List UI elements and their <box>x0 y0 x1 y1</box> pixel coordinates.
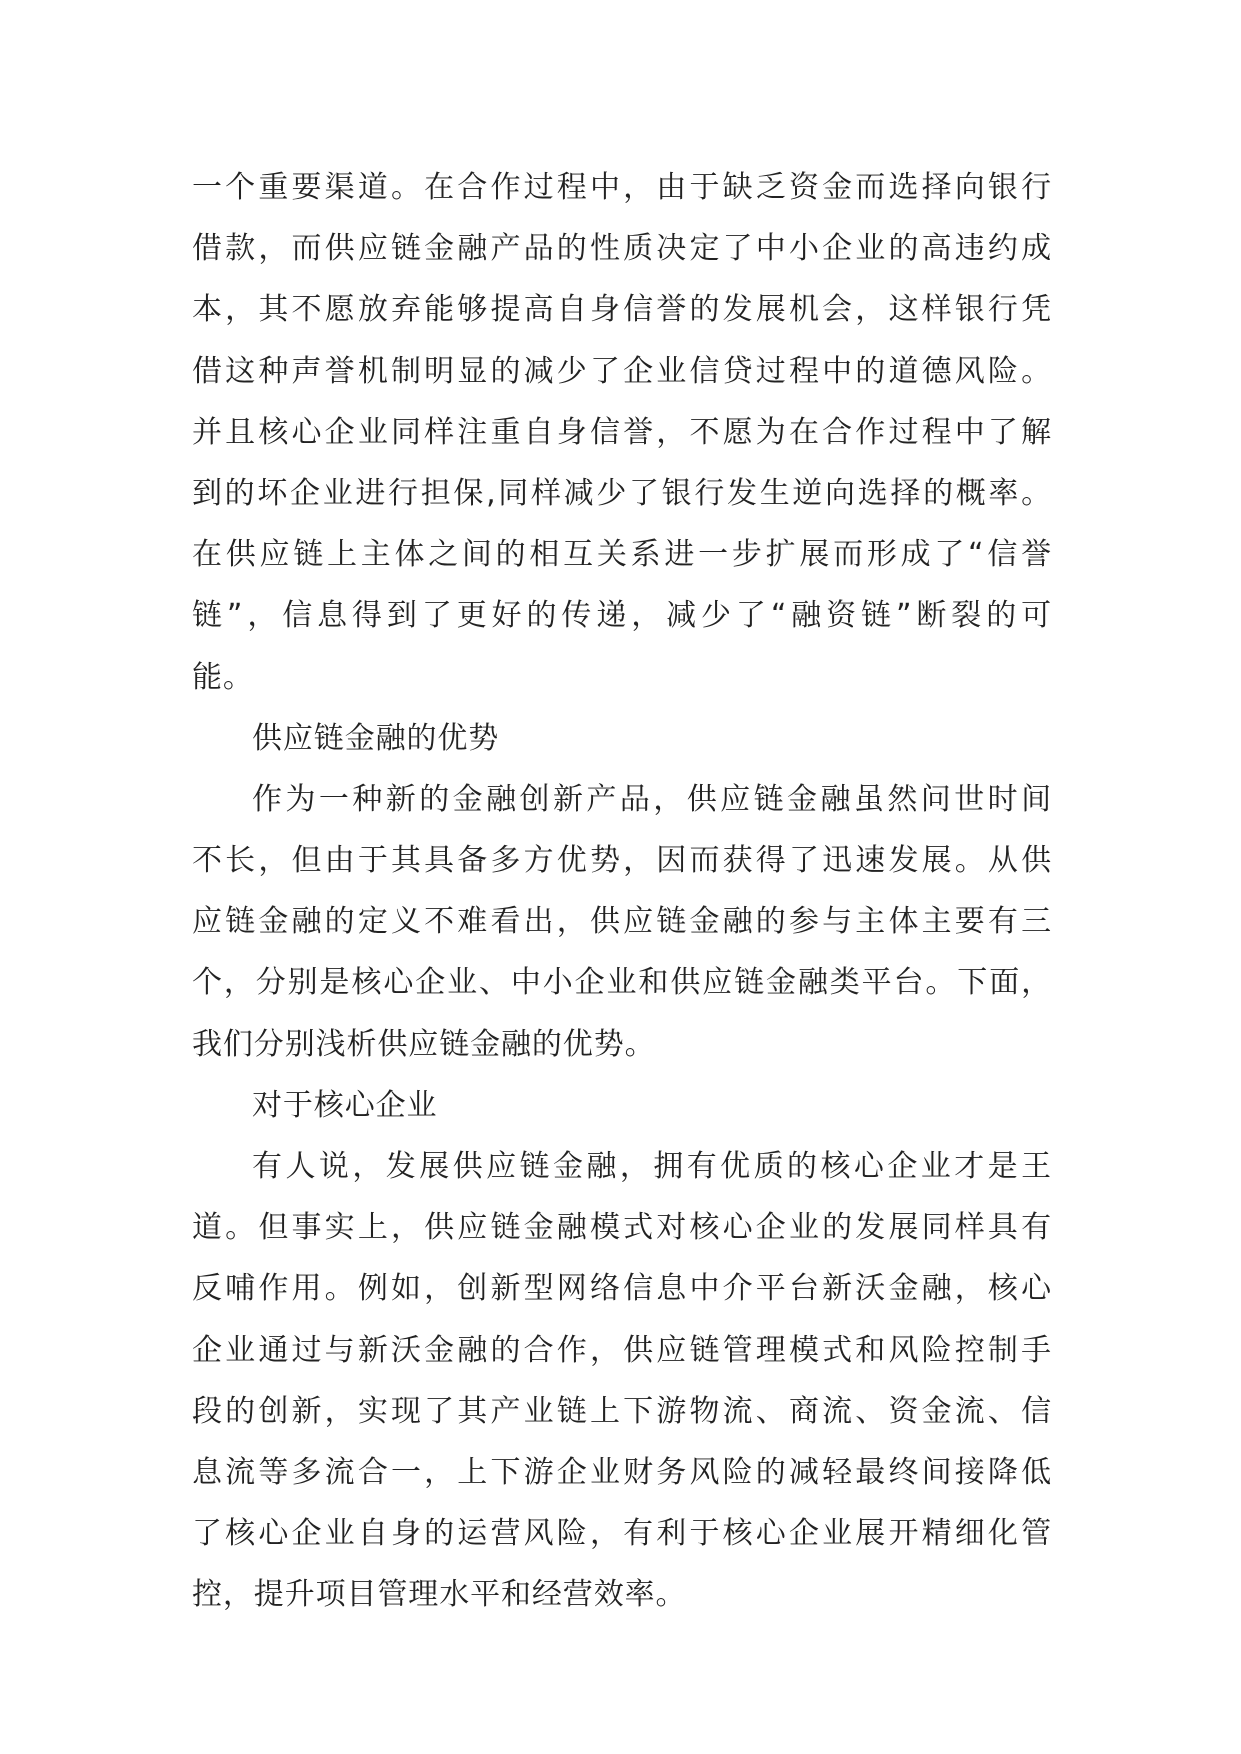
paragraph-line: 借这种声誉机制明显的减少了企业信贷过程中的道德风险。 <box>192 353 1052 389</box>
paragraph-line: 控，提升项目管理水平和经营效率。 <box>192 1577 687 1613</box>
paragraph-line: 段的创新，实现了其产业链上下游物流、商流、资金流、信 <box>192 1393 1052 1429</box>
paragraph-line: 道。但事实上，供应链金融模式对核心企业的发展同样具有 <box>192 1210 1052 1246</box>
paragraph-line: 企业通过与新沃金融的合作，供应链管理模式和风险控制手 <box>192 1332 1052 1368</box>
document-body <box>192 157 1052 1626</box>
paragraph-line: 一个重要渠道。在合作过程中，由于缺乏资金而选择向银行 <box>192 170 1052 205</box>
paragraph-line: 反哺作用。例如，创新型网络信息中介平台新沃金融，核心 <box>192 1271 1052 1307</box>
paragraph-line: 了核心企业自身的运营风险，有利于核心企业展开精细化管 <box>192 1516 1052 1552</box>
paragraph-line: 本，其不愿放弃能够提高自身信誉的发展机会，这样银行凭 <box>192 292 1052 328</box>
paragraph-line: 到的坏企业进行担保,同样减少了银行发生逆向选择的概率。 <box>192 475 1052 511</box>
paragraph-line: 并且核心企业同样注重自身信誉，不愿为在合作过程中了解 <box>192 414 1052 450</box>
paragraph-line: 我们分别浅析供应链金融的优势。 <box>192 1026 656 1062</box>
section-heading: 对于核心企业 <box>252 1087 438 1123</box>
paragraph-line: 有人说，发展供应链金融，拥有优质的核心企业才是王 <box>252 1149 1052 1184</box>
paragraph-line: 息流等多流合一，上下游企业财务风险的减轻最终间接降低 <box>192 1454 1052 1490</box>
paragraph-line: 应链金融的定义不难看出，供应链金融的参与主体主要有三 <box>192 904 1052 940</box>
paragraph-line: 链”，信息得到了更好的传递，减少了“融资链”断裂的可 <box>192 598 1052 634</box>
paragraph-line: 在供应链上主体之间的相互关系进一步扩展而形成了“信誉 <box>192 537 1052 573</box>
paragraph-line: 不长，但由于其具备多方优势，因而获得了迅速发展。从供 <box>192 843 1052 879</box>
paragraph-line: 能。 <box>192 659 254 695</box>
section-heading: 供应链金融的优势 <box>252 720 500 756</box>
paragraph-line: 个，分别是核心企业、中小企业和供应链金融类平台。下面， <box>192 965 1052 1001</box>
paragraph-line: 借款，而供应链金融产品的性质决定了中小企业的高违约成 <box>192 231 1052 267</box>
paragraph-line: 作为一种新的金融创新产品，供应链金融虽然问世时间 <box>252 781 1052 817</box>
